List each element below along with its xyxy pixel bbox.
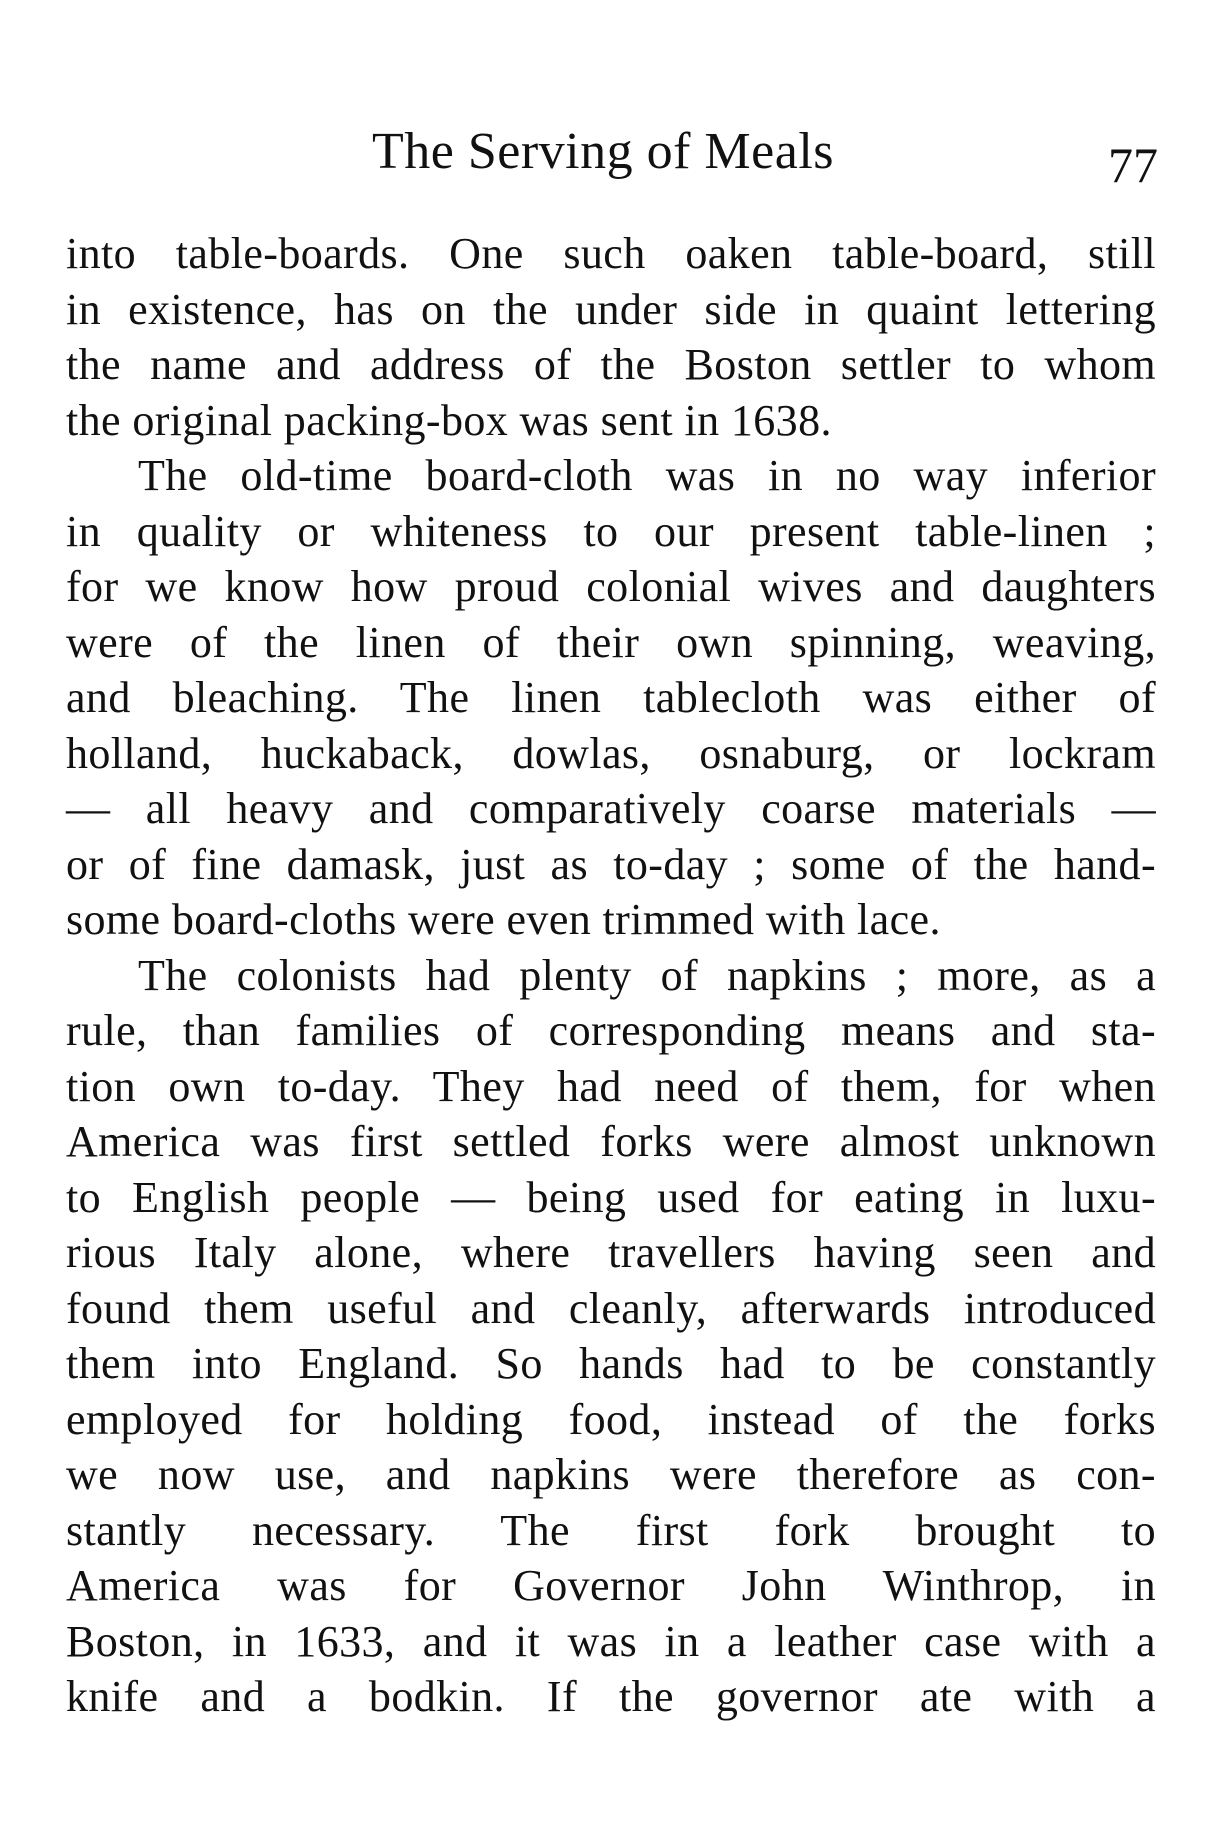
- text-line: for we know how proud colonial wives and daughters: [66, 562, 1156, 611]
- text-line: rious Italy alone, where travellers having seen and: [66, 1228, 1156, 1277]
- text-line: rule, than families of corresponding means and sta-: [66, 1006, 1156, 1055]
- text-line: tion own to-day. They had need of them, for when: [66, 1061, 1156, 1111]
- body-text: [66, 226, 1156, 1725]
- text-line: knife and a bodkin. If the governor ate with a: [66, 1672, 1156, 1721]
- page-number: 77: [1108, 137, 1158, 193]
- text-line: stantly necessary. The first fork brought to: [66, 1505, 1156, 1555]
- text-line: in existence, has on the under side in quaint lettering: [66, 284, 1156, 334]
- text-line: holland, huckaback, dowlas, osnaburg, or lockram: [66, 728, 1156, 778]
- text-line: were of the linen of their own spinning, weaving,: [66, 617, 1156, 667]
- text-line: The old-time board-cloth was in no way inferior: [138, 451, 1156, 500]
- text-line: in quality or whiteness to our present table-linen ;: [66, 506, 1156, 556]
- text-line: America was for Governor John Winthrop, in: [66, 1561, 1156, 1610]
- text-line: some board-cloths were even trimmed with lace.: [66, 895, 941, 944]
- text-line: America was first settled forks were almost unknown: [66, 1117, 1156, 1166]
- text-line: to English people — being used for eating in luxu-: [66, 1172, 1156, 1222]
- text-line: Boston, in 1633, and it was in a leather case with a: [66, 1616, 1156, 1666]
- text-line: them into England. So hands had to be constantly: [66, 1339, 1156, 1388]
- text-line: the name and address of the Boston settler to whom: [66, 340, 1156, 389]
- text-line: — all heavy and comparatively coarse materials —: [66, 784, 1156, 833]
- running-title: The Serving of Meals: [372, 123, 835, 180]
- text-line: The colonists had plenty of napkins ; more, as a: [138, 950, 1156, 1000]
- text-line: into table-boards. One such oaken table-board, still: [66, 229, 1156, 278]
- text-line: employed for holding food, instead of the forks: [66, 1394, 1156, 1444]
- text-line: we now use, and napkins were therefore as con-: [66, 1450, 1156, 1499]
- text-line: the original packing-box was sent in 1638.: [66, 395, 832, 445]
- text-line: or of fine damask, just as to-day ; some of the hand-: [66, 839, 1156, 889]
- text-line: found them useful and cleanly, afterwards introduced: [66, 1283, 1156, 1333]
- text-line: and bleaching. The linen tablecloth was either of: [66, 673, 1156, 722]
